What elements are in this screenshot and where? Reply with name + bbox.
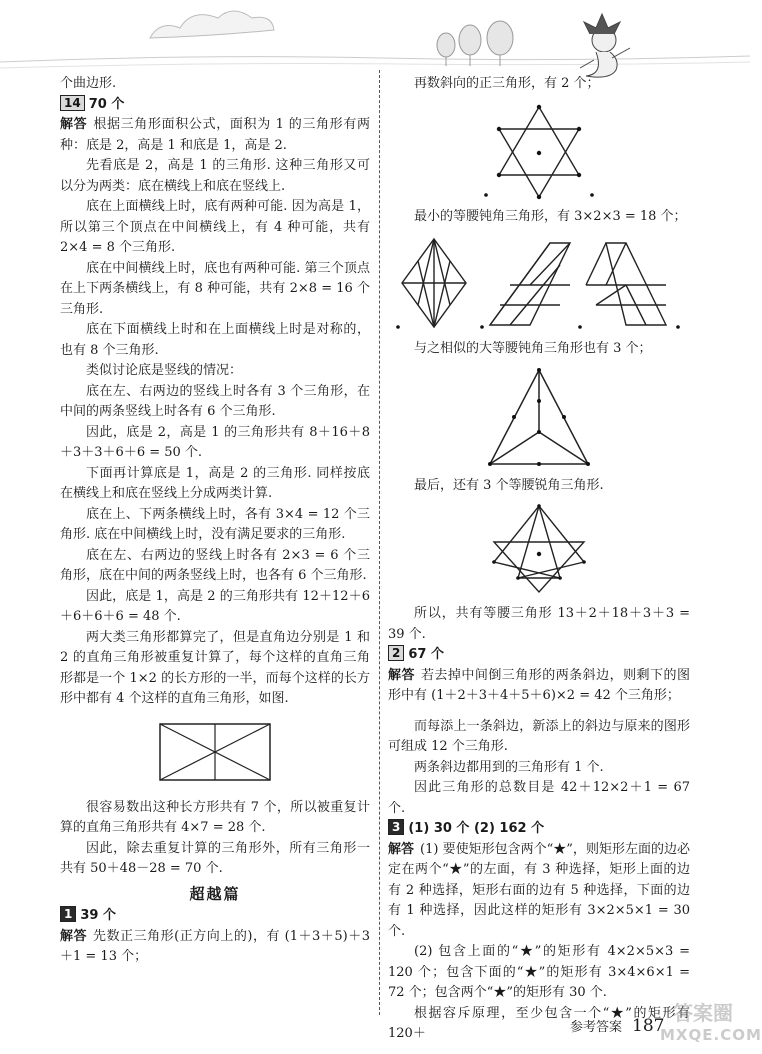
- right-column: [388, 74, 690, 1045]
- left-column: [60, 74, 370, 968]
- paragraph-text: (1) 要使矩形包含两个“★”，则矩形左面的边必定在两个“★”的左面，有 3 种选择，矩形上面的边有 2 种选择，矩形右面的边有 5 种选择，下面的边有 1 种选择，因此这样的矩形有 3×2×5×1 = 30 个.: [388, 841, 690, 939]
- paragraph: 两大类三角形都算完了，但是直角边分别是 1 和 2 的直角三角形被重复计算了，每个这样的直角三角形都是一个 1×2 的长方形的一半，而每个这样的长方形中都有 4 个这样的直角三角形，如图.: [60, 629, 370, 706]
- paragraph: 两条斜边都用到的三角形有 1 个.: [414, 759, 604, 775]
- paragraph: 再数斜向的正三角形，有 2 个；: [414, 76, 600, 91]
- section-title: 超越篇: [189, 884, 241, 903]
- paragraph: 因此，底是 1，高是 2 的三角形共有 12＋12＋6＋6＋6＋6 = 48 个.: [60, 588, 370, 624]
- cartoon-character: [580, 14, 630, 77]
- paragraph: [60, 927, 370, 968]
- cloud-decoration: [0, 11, 750, 68]
- solution-label: 解答: [388, 667, 415, 683]
- paragraph: 先看底是 2，高是 1 的三角形. 这种三角形又可以分为两类：底在横线上和底在竖线上.: [60, 158, 370, 194]
- answer: 39 个: [80, 908, 116, 923]
- solution-label: 解答: [388, 841, 415, 857]
- paragraph: 因此三角形的总数目是 42＋12×2＋1 = 67 个.: [388, 780, 690, 816]
- question-number: 3: [388, 819, 404, 835]
- question-number: 2: [388, 645, 404, 661]
- paragraph: 最后，还有 3 个等腰锐角三角形.: [414, 477, 604, 493]
- question-number: 1: [60, 906, 76, 922]
- paragraph: 与之相似的大等腰钝角三角形也有 3 个；: [414, 341, 652, 356]
- question-1-header: [60, 906, 370, 927]
- paragraph: 下面再计算底是 1，高是 2 的三角形. 同样按底在横线上和底在竖线上分成两类计算.: [60, 465, 370, 501]
- star-of-david-diagram: [484, 101, 594, 201]
- page-footer: [570, 1016, 664, 1036]
- paragraph-text: 若去掉中间倒三角形的两条斜边，则剩下的图形中有 (1＋2＋3＋4＋5＋6)×2 = 42 个三角形；: [388, 667, 690, 703]
- paragraph: 底在上、下两条横线上时，各有 3×4 = 12 个三角形. 底在中间横线上时，没有满足要求的三角形.: [60, 506, 370, 542]
- acute-triangles-diagram: [484, 502, 594, 598]
- answer: (1) 30 个 (2) 162 个: [408, 821, 545, 836]
- answer: 70 个: [88, 96, 125, 112]
- paragraph: 很容易数出这种长方形共有 7 个，所以被重复计算的直角三角形共有 4×7 = 28 个.: [60, 799, 370, 835]
- column-divider: [379, 70, 380, 1015]
- paragraph-text: 根据三角形面积公式，面积为 1 的三角形有两种：底是 2，高是 1 和底是 1，高是 2.: [60, 117, 370, 153]
- page-number: 187: [632, 1016, 665, 1036]
- watermark-line: MXQE.COM: [660, 1026, 762, 1044]
- question-2-header: [388, 645, 690, 666]
- paragraph: 底在左、右两边的竖线上时各有 2×3 = 6 个三角形，底在中间的两条竖线上时，也各有 6 个三角形.: [60, 547, 370, 583]
- paragraph: 底在中间横线上时，底也有两种可能. 第三个顶点在上下两条横线上，有 8 种可能，共有 2×8 = 16 个三角形.: [60, 260, 370, 317]
- paragraph: [60, 115, 370, 156]
- site-watermark: [660, 1001, 762, 1050]
- question-14-header: [60, 95, 370, 116]
- paragraph: 底在左、右两边的竖线上时各有 3 个三角形，在中间的两条竖线上时各有 6 个三角形.: [60, 383, 370, 419]
- answer: 67 个: [408, 647, 444, 662]
- question-number: 14: [60, 95, 85, 111]
- paragraph: [388, 840, 690, 943]
- paragraph-text: 先数正三角形(正方向上的)，有 (1＋3＋5)＋3＋1 = 13 个；: [60, 928, 370, 964]
- paragraph: 最小的等腰钝角三角形，有 3×2×3 = 18 个；: [414, 208, 687, 224]
- paragraph: 所以，共有等腰三角形 13＋2＋18＋3＋3 = 39 个.: [388, 606, 690, 642]
- paragraph: 根据容斥原理，至少包含一个“★”的矩形有 120＋: [388, 1005, 690, 1041]
- text-line: 个曲边形.: [60, 76, 117, 91]
- rectangle-diagram: [158, 722, 272, 784]
- paragraph: 类似讨论底是竖线的情况：: [86, 363, 243, 378]
- paragraph: (2) 包含上面的“★”的矩形有 4×2×5×3 = 120 个；包含下面的“★”的矩形有 3×4×6×1 = 72 个；包含两个“★”的矩形有 30 个.: [388, 944, 690, 1000]
- obtuse-triangles-diagram: [394, 233, 684, 333]
- large-triangle-diagram: [484, 366, 594, 470]
- paragraph: 而每添上一条斜边，新添上的斜边与原来的图形可组成 12 个三角形.: [388, 718, 690, 754]
- footer-label: 参考答案: [570, 1020, 623, 1035]
- paragraph: 底在下面横线上时和在上面横线上时是对称的，也有 8 个三角形.: [60, 322, 370, 358]
- watermark-line: 答案圈: [673, 1001, 733, 1025]
- paragraph: [388, 666, 690, 707]
- paragraph: 底在上面横线上时，底有两种可能. 因为高是 1，所以第三个顶点在中间横线上，有 4 种可能，共有 2×4 = 8 个三角形.: [60, 199, 370, 255]
- question-3-header: [388, 819, 690, 840]
- solution-label: 解答: [60, 117, 88, 132]
- paragraph: 因此，底是 2，高是 1 的三角形共有 8＋16＋8＋3＋3＋6＋6 = 50 个.: [60, 424, 370, 460]
- paragraph: 因此，除去重复计算的三角形外，所有三角形一共有 50＋48－28 = 70 个.: [60, 840, 370, 876]
- solution-label: 解答: [60, 928, 88, 944]
